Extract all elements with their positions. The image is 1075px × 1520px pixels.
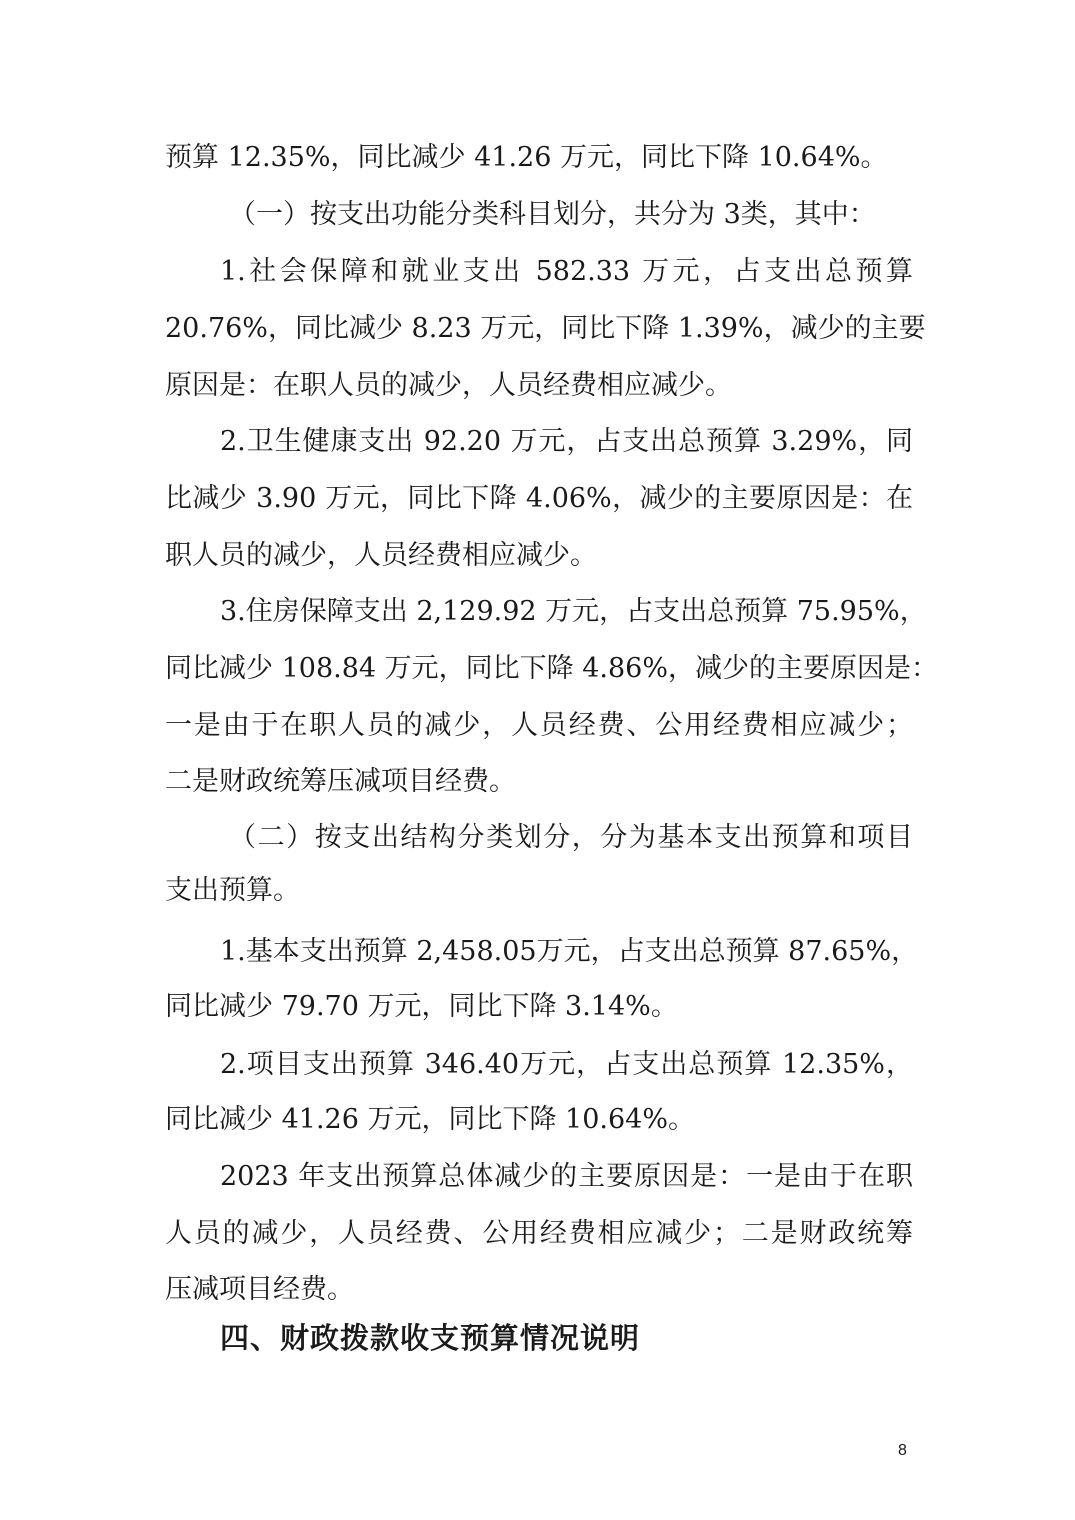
page-number: 8	[898, 1442, 907, 1459]
paragraph-line: 2.卫生健康支出 92.20 万元，占支出总预算 3.29%，同	[220, 426, 913, 457]
paragraph-line: 20.76%，同比减少 8.23 万元，同比下降 1.39%，减少的主要	[165, 313, 926, 344]
paragraph-line: 原因是：在职人员的减少，人员经费相应减少。	[165, 370, 732, 401]
subsection-heading-function: （一）按支出功能分类科目划分，共分为 3类，其中：	[229, 199, 876, 230]
paragraph-line: 职人员的减少，人员经费相应减少。	[165, 540, 597, 571]
section-heading: 四、财政拨款收支预算情况说明	[220, 1321, 641, 1355]
paragraph-line: 同比减少 108.84 万元，同比下降 4.86%，减少的主要原因是：	[165, 653, 938, 684]
paragraph-line: 1.社会保障和就业支出 582.33 万元，占支出总预算	[220, 256, 913, 287]
paragraph-line: 2023 年支出预算总体减少的主要原因是：一是由于在职	[220, 1161, 913, 1192]
paragraph-line: 比减少 3.90 万元，同比下降 4.06%，减少的主要原因是：在	[165, 483, 913, 514]
paragraph-line: 一是由于在职人员的减少，人员经费、公用经费相应减少；	[165, 710, 913, 741]
paragraph-line: 3.住房保障支出 2,129.92 万元，占支出总预算 75.95%，	[220, 596, 927, 627]
paragraph-line: 同比减少 79.70 万元，同比下降 3.14%。	[165, 991, 678, 1022]
paragraph-line: 人员的减少，人员经费、公用经费相应减少；二是财政统筹	[165, 1218, 913, 1249]
paragraph-line: 1.基本支出预算 2,458.05万元，占支出总预算 87.65%，	[220, 936, 919, 967]
subsection-heading-structure: （二）按支出结构分类划分，分为基本支出预算和项目	[229, 822, 913, 853]
paragraph-line: 压减项目经费。	[165, 1274, 354, 1305]
paragraph-line: 预算 12.35%，同比减少 41.26 万元，同比下降 10.64%。	[165, 142, 888, 173]
paragraph-line: 2.项目支出预算 346.40万元，占支出总预算 12.35%，	[220, 1049, 913, 1080]
paragraph-line: 支出预算。	[165, 875, 300, 906]
paragraph-line: 二是财政统筹压减项目经费。	[165, 766, 516, 797]
paragraph-line: 同比减少 41.26 万元，同比下降 10.64%。	[165, 1104, 695, 1135]
